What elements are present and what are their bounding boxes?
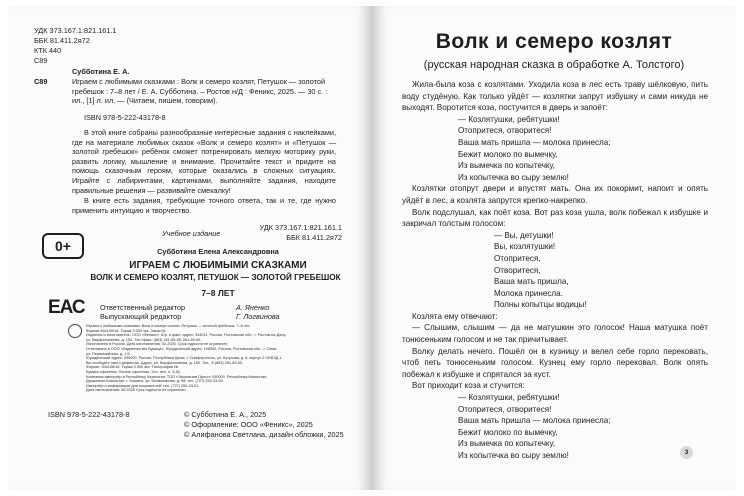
story-verse-line: Из копытечка во сыру землю! xyxy=(458,451,569,460)
story-title: Волк и семеро козлят xyxy=(435,30,673,53)
story-paragraph: Вот приходит коза и стучится: xyxy=(412,381,525,391)
annotation-paragraph-1: В этой книге собраны разнообразные интересные задания с наклейками, где на материале любимых сказок «Волк и семеро козлят» и «Петушок — золотой гребешок» ребёнок сможет потренировать мелкую моторику руки, развить логику, мышление и внимание. Прочитайте текст и придите на помощь сказочным героям, которые оказались в сложных ситуациях. Играйте с лабиринтами, картинками, выполняйте задания, находите правильные решения — развивайте смекалку! xyxy=(72,128,336,195)
right-page-story xyxy=(372,6,736,490)
story-verse-line: Из вымечка по копытечку, xyxy=(458,161,556,171)
ktk-code: КТК 440 xyxy=(34,46,62,55)
imprint-line: Отпечатано в ООО «Издательство Бужица». Юридический адрес: 196000, Россия, Ростовская обл., г. Семи- xyxy=(86,346,278,351)
story-verse-line: Из вымечка по копытечку, xyxy=(458,439,556,449)
author-mark-side: С89 xyxy=(34,77,48,86)
imprint-line: Держатели Казахстан: г. Алматы, ул. Бекмаханова, д. 98, тел. (727) 290-33-59. xyxy=(86,379,224,384)
age-rating-badge: 0+ xyxy=(42,233,84,259)
story-paragraph: Козлята ему отвечают: xyxy=(412,311,498,321)
bbk-code-bottom: ББК 81.411.2я72 xyxy=(286,233,342,242)
story-verse-line: Ваша мать пришла — молока принесла; xyxy=(458,416,611,426)
catalog-isbn: ISBN 978-5-222-43178-8 xyxy=(84,113,166,122)
copyright-cover: © Алифанова Светлана, дизайн обложки, 2025 xyxy=(184,430,344,439)
story-paragraph: Козлятки отопрут двери и впустят мать. Она их покормит, напоит и опять уйдёт в лес, а козлята запрутся крепко-накрепко. xyxy=(402,184,708,205)
imprint-line: Играем с любимыми сказками. Волк и семеро козлят. Петушок — золотой гребешок. 7–8 лет. xyxy=(86,324,251,328)
story-verse-line: Молока принесла. xyxy=(494,288,563,298)
story-paragraph: Волк подслушал, как поёт коза. Вот раз коза ушла, волк побежал к избушке и закричал толстым голосом: xyxy=(402,207,708,229)
editor-role: Ответственный редактор xyxy=(100,303,186,312)
issue-editor-name: Г. Логвинова xyxy=(236,312,280,321)
author-mark: С89 xyxy=(34,56,48,65)
udk-code-bottom: УДК 373.167.1:821.161.1 xyxy=(259,223,342,232)
author-full-name: Субботина Елена Александровна xyxy=(157,247,279,256)
imprint-line: Издатель и изготовитель: ООО «Феникс». Юр. и факт. адрес: 344011, Россия, Ростовская обл., г. Ростов-на-Дону, xyxy=(86,333,287,338)
story-verse-line: Отворитеся, xyxy=(494,265,541,275)
imprint-line: Импортёр и информация для покупателей: тел. (727) 260-33-01. xyxy=(86,383,200,388)
age-range: 7–8 ЛЕТ xyxy=(201,288,235,298)
imprint-line: ул. Варфоломеева, д. 150. Тел./факс: (863) 261-89-65, 261-89-50. xyxy=(86,337,202,342)
story-text xyxy=(402,79,708,462)
catalog-author: Субботина Е. А. xyxy=(72,67,130,76)
story-verse-line: — Козлятушки, ребятушки! xyxy=(458,114,560,124)
eac-certification-mark: ЕАС xyxy=(48,297,85,318)
story-verse-line: — Вы, детушки! xyxy=(494,230,554,240)
issue-editor-role: Выпускающий редактор xyxy=(100,312,182,321)
imprint-line: Юридический адрес: 295000, Россия, Республика Крым, г. Симферополь, ул. Кутузова, д. 8, корпус 2 ОКВЭД 1. xyxy=(86,356,283,361)
editor-name: А. Яненко xyxy=(236,303,270,312)
copyright-design: © Оформление: ООО «Феникс», 2025 xyxy=(184,420,313,429)
catalog-description: Играем с любимыми сказками : Волк и семеро козлят, Петушок — золотой гребешок : 7–8 лет / Е. А. Субботина. – Ростов н/Д : Феникс, 2025. — 30 с. : ил., [1] л. ил. — (Читаем, пишем, говорим). xyxy=(72,77,328,106)
imprint-line: Вы сообщите нам о дефектах. Адрес: ул. Варфоломеева, д. 150. Тел.: 8 (863) 261-89-65. xyxy=(86,360,244,365)
imprint-line: Изготовлено в России. Дата изготовления: 02.2025. Срок годности не ограничен. xyxy=(86,342,229,347)
story-verse-line: Из копытечка во сыру землю! xyxy=(458,172,569,182)
story-verse-line: Бежит молоко по вымечку, xyxy=(458,149,558,159)
isbn: ISBN 978-5-222-43178-8 xyxy=(48,410,130,419)
edition-type: Учебное издание xyxy=(162,229,221,238)
imprint-details xyxy=(86,324,346,393)
story-verse-line: Полны копытцы водицы! xyxy=(494,300,587,310)
story-verse-line: Ваша мать пришла — молока принесла; xyxy=(458,137,611,147)
udk-code: УДК 373.167.1:821.161.1 xyxy=(34,26,117,35)
page-number: 3 xyxy=(680,446,693,459)
open-book-spread xyxy=(8,6,736,490)
story-verse-line: Отопритеся, xyxy=(494,253,541,263)
annotation-paragraph-2: В книге есть задания, требующие точного ответа, так и те, где нужно применить интуицию и творчество. xyxy=(72,196,336,215)
imprint-line: ул. Первомайская, д. 1 Б. xyxy=(86,351,131,356)
story-verse-line: Отопритеся, отворитеся! xyxy=(458,126,552,136)
story-subtitle: (русская народная сказка в обработке А. Толстого) xyxy=(423,59,685,71)
story-verse-line: Вы, козлятушки! xyxy=(494,242,556,252)
book-title: ВОЛК И СЕМЕРО КОЗЛЯТ, ПЕТУШОК — ЗОЛОТОЙ ГРЕБЕШОК xyxy=(90,273,341,282)
imprint-line: Компания-импортёр в Республику Казахстан: ТОО «Эксклюзив Пресс» 050000, Республика Казахстан, xyxy=(86,374,268,379)
story-verse-line: — Козлятушки, ребятушки! xyxy=(458,393,560,403)
imprint-line: Формат 84x108/16. Тираж 3 000 экз. Заказ № xyxy=(86,328,166,333)
story-paragraph: Волку делать нечего. Пошёл он в кузницу и велел себе горло перековать, чтоб петь тонюсеньким голосом. Кузнец ему горло перековал. Волк опять побежал к избушке и спрятался за куст. xyxy=(402,346,708,379)
quality-mark-icon xyxy=(68,324,82,338)
imprint-line: Дата изготовления: 06.2025 Срок годности не ограничен. xyxy=(86,388,187,393)
imprint-line: Формат: 84x108/16. Тираж 3 000 экз. Типография № xyxy=(86,365,179,370)
story-verse-line: Отопритеся, отворитеся! xyxy=(458,404,552,414)
story-verse-line: Ваша мать пришла, xyxy=(494,277,569,287)
story-paragraph: — Слышим, слышим — да не матушкин это голосок! Наша матушка поёт тонюсеньким голосом и не так причитывает. xyxy=(402,323,708,345)
series-title: ИГРАЕМ С ЛЮБИМЫМИ СКАЗКАМИ xyxy=(129,260,307,271)
story-paragraph: Жила-была коза с козлятами. Уходила коза в лес есть траву шёлковую, пить воду студёную. Как только уйдёт — козлятки запрут избушку и сами никуда не выходят. Воротится коза, постучится в дверь и запоёт: xyxy=(402,80,708,113)
copyright-author: © Субботина Е. А., 2025 xyxy=(184,410,267,419)
imprint-line: Бумага офсетная. Печать офсетная. Усл. печ. л. 3,36. xyxy=(86,369,181,374)
story-verse-line: Бежит молоко по вымечку, xyxy=(458,427,558,437)
left-page-imprint xyxy=(8,6,372,490)
bbk-code: ББК 81.411.2я72 xyxy=(34,36,90,45)
